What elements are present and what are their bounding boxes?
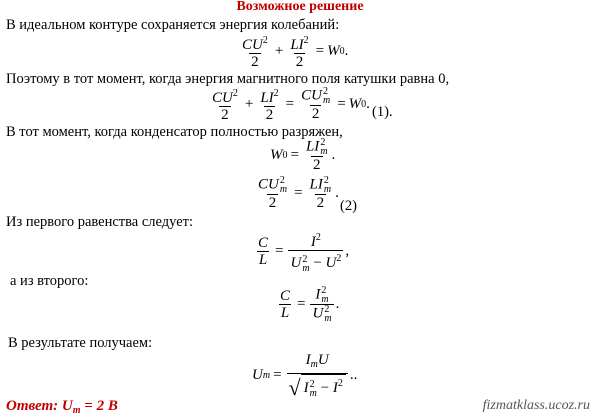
- equation-c-over-l-1: $\frac{C}{L}$ = $I^2$ U 2 m − $U^2$ ,: [258, 232, 350, 274]
- fraction: $I^2$ U 2 m − $U^2$: [290, 232, 342, 274]
- fraction: $\frac{LI^2}{2}$: [290, 35, 309, 70]
- square-root: √ I 2 m − $I^2$: [289, 374, 346, 398]
- text-line-1: В идеальном контуре сохраняется энергия колебаний:: [6, 17, 340, 33]
- text-line-6: В результате получаем:: [8, 335, 153, 351]
- fraction: LI 2 m 2: [305, 137, 328, 173]
- fraction: $I_mU$ √ I 2 m − $I^2$: [287, 352, 348, 399]
- equation-w0: W 0 = LI 2 m 2 .: [270, 137, 336, 173]
- fraction: LI 2 m 2: [309, 175, 332, 211]
- equation-number-1: (1).: [372, 104, 393, 120]
- fraction: $\frac{CU^2}{2}$: [242, 35, 268, 70]
- answer: Ответ: $U_m = 2$ В: [6, 398, 118, 416]
- equation-energy-conservation: $\frac{CU^2}{2}$ + $\frac{LI^2}{2}$ = W 0 .: [242, 35, 349, 70]
- watermark: fizmatklass.ucoz.ru: [482, 398, 590, 413]
- fraction: $\frac{C}{L}$: [258, 234, 269, 268]
- fraction: CU 2 m 2: [301, 86, 331, 122]
- text-line-4: Из первого равенства следует:: [6, 214, 194, 230]
- equation-result: U m = $I_mU$ √ I 2 m − $I^2$ ..: [252, 352, 358, 400]
- text-line-5: а из второго:: [10, 273, 89, 289]
- fraction: CU 2 m 2: [258, 175, 288, 211]
- equation-2: CU 2 m 2 = LI 2 m 2 .: [258, 175, 339, 211]
- text-line-3: В тот момент, когда конденсатор полностью разряжен,: [6, 124, 343, 140]
- fraction: $\frac{C}{L}$: [280, 288, 291, 321]
- fraction: $\frac{CU^2}{2}$: [212, 88, 238, 123]
- fraction: $\frac{LI^2}{2}$: [260, 88, 279, 123]
- equation-1: $\frac{CU^2}{2}$ + $\frac{LI^2}{2}$ = CU 2 m 2 = W 0 .: [212, 86, 370, 123]
- equation-number-2: (2): [340, 198, 357, 214]
- text-line-2: Поэтому в тот момент, когда энергия магнитного поля катушки равна 0,: [6, 71, 450, 87]
- page-title: Возможное решение: [236, 0, 364, 14]
- equation-c-over-l-2: $\frac{C}{L}$ = I 2 m U 2 m .: [280, 285, 340, 324]
- fraction: I 2 m U 2 m: [312, 285, 332, 324]
